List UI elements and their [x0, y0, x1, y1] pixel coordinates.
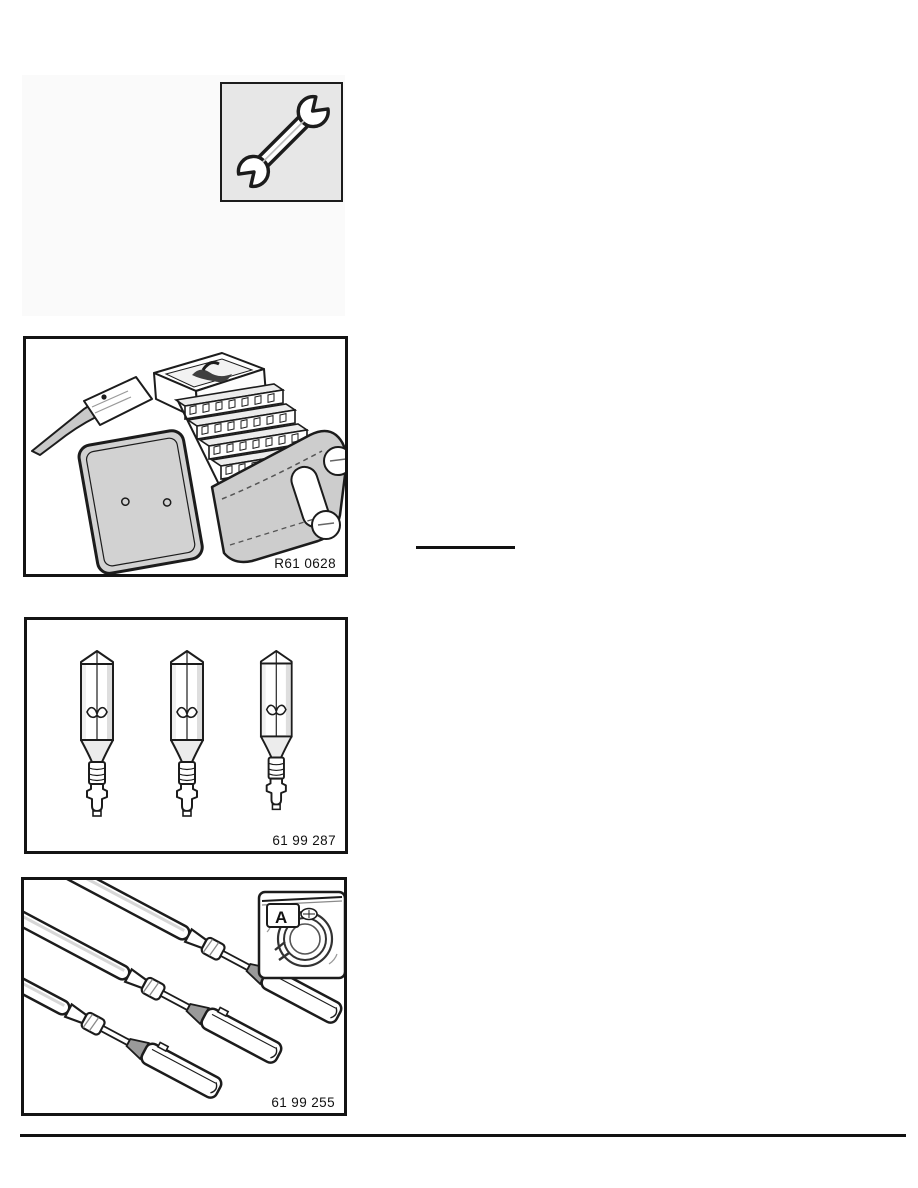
blank-underline: [416, 546, 515, 549]
parts-bag: [259, 892, 344, 978]
figure-repair-wires: [21, 877, 347, 1116]
figure-terminal-kit: [23, 336, 348, 577]
footer-rule: [20, 1134, 906, 1137]
figure-ref-label: 61 99 255: [271, 1094, 335, 1110]
figure-ref-label: R61 0628: [274, 555, 336, 571]
bag-letter-label: A: [275, 908, 288, 927]
terminal-pins-illustration: [27, 620, 345, 851]
terminal-kit-illustration: [26, 339, 345, 574]
figure-terminal-pins: [24, 617, 348, 854]
open-end-wrench-icon: [222, 84, 340, 199]
wrench-symbol-panel: [220, 82, 343, 202]
figure-ref-label: 61 99 287: [272, 832, 336, 848]
repair-wires-illustration: [24, 880, 344, 1113]
